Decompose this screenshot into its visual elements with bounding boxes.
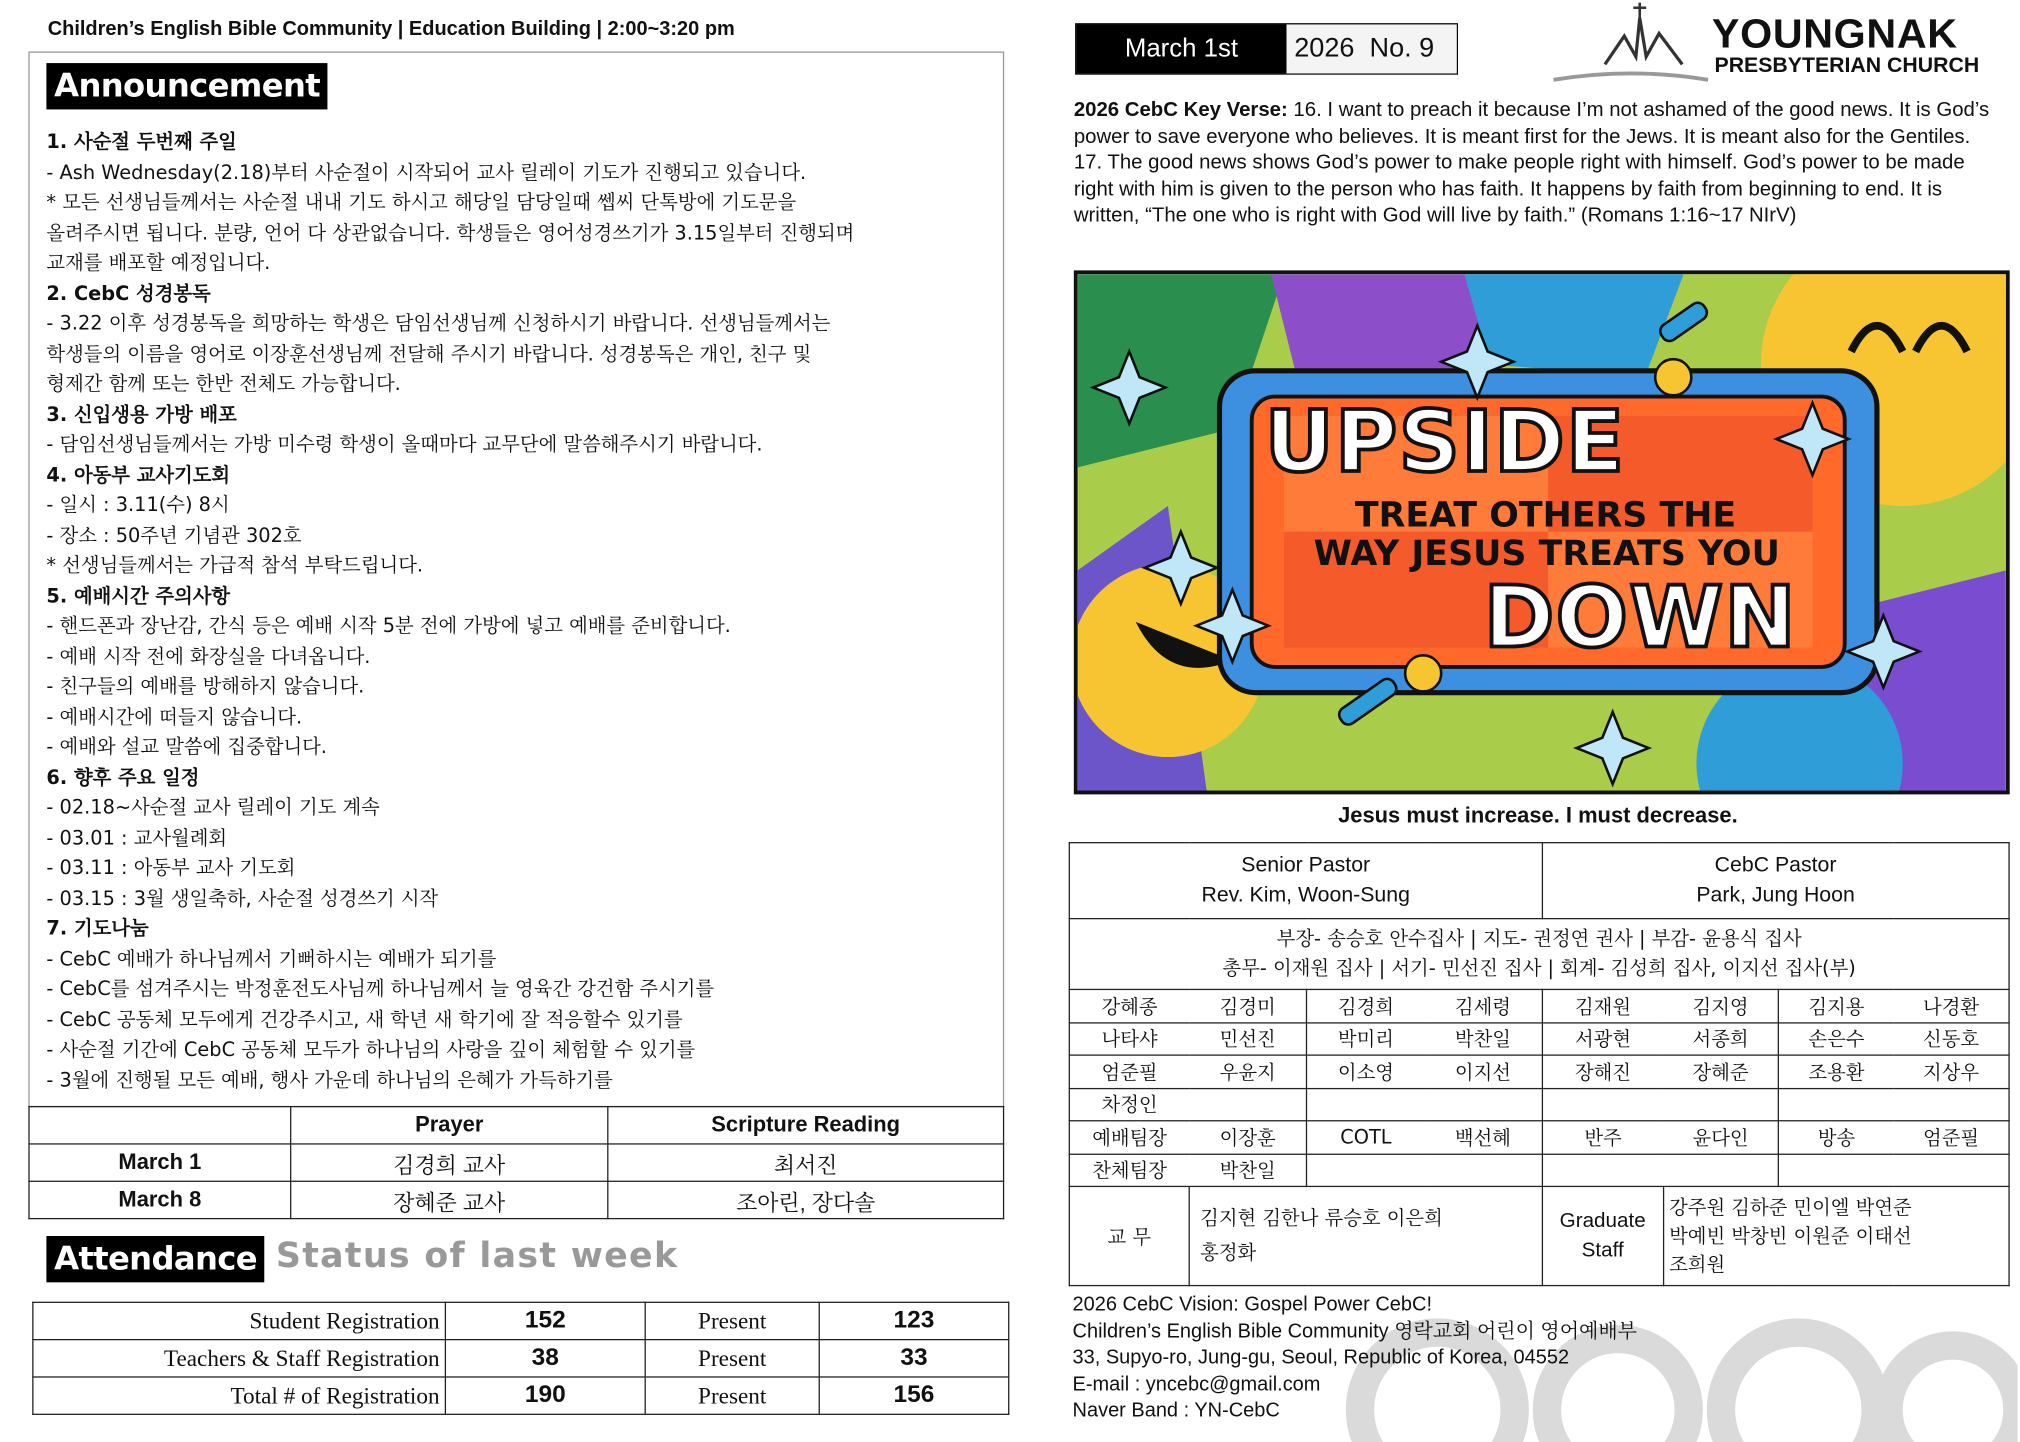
teacher-name: 조용환 xyxy=(1779,1055,1894,1088)
teacher-name: 박미리 xyxy=(1307,1022,1425,1055)
teacher-name: 김재원 xyxy=(1542,989,1663,1022)
teacher-row xyxy=(1069,1055,2009,1088)
teacher-name: 이장훈 xyxy=(1189,1121,1307,1154)
attendance-label: Teachers & Staff Registration xyxy=(33,1340,446,1377)
announcement-line: - 예배와 설교 말씀에 집중합니다. xyxy=(46,735,327,759)
announcement-line: - 사순절 기간에 CebC 공동체 모두가 하나님의 사랑을 깊이 체험할 수 있기를 xyxy=(46,1037,696,1061)
announcement-heading: 2. CebC 성경봉독 xyxy=(46,281,211,305)
officers xyxy=(1069,919,2009,990)
announcement-heading: 6. 향후 주요 일정 xyxy=(46,765,200,789)
teacher-name xyxy=(1779,1088,1894,1121)
vision-email: E-mail : yncebc@gmail.com xyxy=(1072,1373,1321,1396)
scripture-name: 최서진 xyxy=(608,1144,1004,1181)
gyomu-names-line1: 김지현 김한나 류승호 이은희 xyxy=(1200,1206,1443,1230)
announcement-line: 교재를 배포할 예정입니다. xyxy=(46,251,271,275)
announcement-line: - 3월에 진행될 모든 예배, 행사 가운데 하나님의 은혜가 가득하기를 xyxy=(46,1067,613,1092)
teacher-name: 서광현 xyxy=(1542,1022,1663,1055)
present-count: 123 xyxy=(819,1302,1008,1339)
cebc-pastor-name: Park, Jung Hoon xyxy=(1696,883,1855,907)
teacher-name: 우윤지 xyxy=(1189,1055,1307,1088)
graduate-label-1: Graduate xyxy=(1559,1210,1646,1233)
vision-band: Naver Band : YN-CebC xyxy=(1072,1399,1280,1422)
prayer-name: 김경희 교사 xyxy=(291,1144,608,1181)
teacher-name: COTL xyxy=(1307,1121,1425,1154)
grad-line2: 박예빈 박창빈 이원준 이태선 xyxy=(1669,1224,1912,1248)
attendance-title: Attendance xyxy=(46,1236,264,1282)
date-issue xyxy=(1287,24,1457,73)
key-verse xyxy=(1074,98,2009,230)
teacher-row xyxy=(1069,989,2009,1022)
announcement-line: - 03.01 : 교사월례회 xyxy=(46,825,228,850)
key-verse-16: 16. I want to preach it because I’m not ashamed of the good news. It is God’s power to save everyone who believes. It is meant first for the Jews. It is meant also for the Gentiles. xyxy=(1073,99,1990,148)
banner-down: DOWN xyxy=(1483,567,1797,667)
teacher-name: 엄준필 xyxy=(1894,1121,2009,1154)
officers-line2: 총무- 이재원 집사 | 서기- 민선진 집사 | 회계- 김성희 집사, 이지선 집사(부) xyxy=(1222,956,1856,980)
teacher-name xyxy=(1663,1154,1778,1187)
vision-community: Children’s English Bible Community 영락교회 어린이 영어예배부 xyxy=(1072,1320,1637,1343)
key-verse-label: 2026 CebC Key Verse: xyxy=(1073,99,1288,122)
teacher-name: 박찬일 xyxy=(1189,1154,1307,1187)
teacher-row xyxy=(1069,1154,2009,1187)
announcement-line: - 일시 : 3.11(수) 8시 xyxy=(46,493,230,517)
teacher-name: 윤다인 xyxy=(1663,1121,1778,1154)
teacher-name: 신동호 xyxy=(1894,1022,2009,1055)
teacher-name xyxy=(1894,1088,2009,1121)
gyomu-names-line2: 홍정화 xyxy=(1200,1241,1257,1265)
teacher-name: 이소영 xyxy=(1307,1055,1425,1088)
teacher-grid xyxy=(1069,989,2009,1186)
teacher-name: 엄준필 xyxy=(1069,1055,1189,1088)
teacher-name: 장혜준 xyxy=(1663,1055,1778,1088)
announcement-line: - 핸드폰과 장난감, 간식 등은 예배 시작 5분 전에 가방에 넣고 예배를 준비합니다. xyxy=(46,614,731,638)
teacher-row xyxy=(1069,1088,2009,1121)
grad-line3: 조희원 xyxy=(1669,1252,1726,1276)
announcement-line: 올려주시면 됩니다. 분량, 언어 다 상관없습니다. 학생들은 영어성경쓰기가 3.15일부터 진행되며 xyxy=(46,220,855,244)
announcement-line: - CebC 공동체 모두에게 건강주시고, 새 학년 새 학기에 잘 적응할수 있기를 xyxy=(46,1007,683,1031)
teacher-name xyxy=(1189,1088,1307,1121)
church-subname: PRESBYTERIAN CHURCH xyxy=(1714,54,1980,78)
teacher-name xyxy=(1542,1088,1663,1121)
attendance-table xyxy=(32,1302,1009,1415)
tagline: Jesus must increase. I must decrease. xyxy=(1338,803,1738,828)
announcement-line: - 담임선생님들께서는 가방 미수령 학생이 올때마다 교무단에 말씀해주시기 바랍니다. xyxy=(46,432,763,456)
attendance-label: Student Registration xyxy=(33,1302,446,1339)
church-name: YOUNGNAK xyxy=(1711,10,1958,57)
announcement-line: - 03.15 : 3월 생일축하, 사순절 성경쓰기 시작 xyxy=(46,886,439,910)
officers-line1: 부장- 송승호 안수집사 | 지도- 권정연 권사 | 부감- 윤용식 집사 xyxy=(1276,927,1802,951)
key-verse-17: 17. The good news shows God’s power to make people right with himself. God’s power to be made right with him is given to the person who has faith. It happens by faith from beginning to end. It is written, “The one who is right with God will live by faith.” (Romans 1:16~17 NIrV) xyxy=(1073,151,1965,227)
teacher-name: 백선혜 xyxy=(1424,1121,1542,1154)
date-year: 2026 xyxy=(1294,33,1355,64)
senior-pastor-title: Senior Pastor xyxy=(1241,853,1371,877)
teacher-name: 손은수 xyxy=(1779,1022,1894,1055)
banner-upside: UPSIDE xyxy=(1264,392,1626,492)
teacher-name: 서종희 xyxy=(1663,1022,1778,1055)
grad-line1: 강주원 김하준 민이엘 박연준 xyxy=(1669,1196,1912,1220)
prayer-date: March 8 xyxy=(29,1181,291,1218)
teacher-row xyxy=(1069,1022,2009,1055)
issue-number: No. 9 xyxy=(1369,33,1435,64)
teacher-name: 이지선 xyxy=(1424,1055,1542,1088)
banner-line2: WAY JESUS TREATS YOU xyxy=(1313,534,1780,575)
announcement-heading: 1. 사순절 두번째 주일 xyxy=(46,130,237,154)
prayer-header-blank xyxy=(29,1107,291,1144)
announcement-line: * 선생님들께서는 가급적 참석 부탁드립니다. xyxy=(46,553,424,577)
staff-table xyxy=(1069,842,2010,1286)
teacher-name: 김경미 xyxy=(1189,989,1307,1022)
announcement-title: Announcement xyxy=(46,63,327,109)
teacher-name xyxy=(1424,1088,1542,1121)
announcement-line: - 02.18~사순절 교사 릴레이 기도 계속 xyxy=(46,795,380,819)
announcement-line: - 장소 : 50주년 기념관 302호 xyxy=(46,523,302,547)
teacher-name xyxy=(1542,1154,1663,1187)
teacher-name xyxy=(1663,1088,1778,1121)
senior-pastor-name: Rev. Kim, Woon-Sung xyxy=(1201,883,1410,907)
teacher-name: 강혜종 xyxy=(1069,989,1189,1022)
announcement-line: - 예배시간에 떠들지 않습니다. xyxy=(46,704,303,729)
present-label: Present xyxy=(645,1340,819,1377)
present-count: 33 xyxy=(819,1340,1008,1377)
teacher-name: 나경환 xyxy=(1894,989,2009,1022)
announcement-heading: 7. 기도나눔 xyxy=(46,916,149,940)
teacher-name: 지상우 xyxy=(1894,1055,2009,1088)
present-label: Present xyxy=(645,1377,819,1414)
announcement-list xyxy=(46,127,1000,1095)
cebc-pastor-title: CebC Pastor xyxy=(1714,853,1837,877)
announcement-line: - Ash Wednesday(2.18)부터 사순절이 시작되어 교사 릴레이 기도가 진행되고 있습니다. xyxy=(46,160,807,184)
graduate-staff-label xyxy=(1542,1186,1663,1285)
teacher-name: 김지영 xyxy=(1663,989,1778,1022)
registration-count: 38 xyxy=(445,1340,645,1377)
announcement-heading: 3. 신입생용 가방 배포 xyxy=(46,402,237,426)
teacher-name: 예배팀장 xyxy=(1069,1121,1189,1154)
date-day: March 1st xyxy=(1076,24,1286,73)
teacher-name xyxy=(1307,1088,1425,1121)
announcement-line: - 03.11 : 아동부 교사 기도회 xyxy=(46,856,296,880)
teacher-name: 방송 xyxy=(1779,1121,1894,1154)
gyomu-label: 교 무 xyxy=(1069,1186,1189,1285)
teacher-row xyxy=(1069,1121,2009,1154)
teacher-name xyxy=(1894,1154,2009,1187)
teacher-name: 김세령 xyxy=(1424,989,1542,1022)
gyomu-names xyxy=(1189,1186,1542,1285)
vision-block xyxy=(1073,1293,1637,1425)
announcement-line: 학생들의 이름을 영어로 이장훈선생님께 전달해 주시기 바랍니다. 성경봉독은 개인, 친구 및 xyxy=(46,341,812,366)
teacher-name xyxy=(1424,1154,1542,1187)
present-label: Present xyxy=(645,1302,819,1339)
announcement-line: - CebC를 섬겨주시는 박정훈전도사님께 하나님께서 늘 영육간 강건함 주시기를 xyxy=(46,977,715,1001)
teacher-name: 민선진 xyxy=(1189,1022,1307,1055)
announcement-line: - 예배 시작 전에 화장실을 다녀옵니다. xyxy=(46,644,371,668)
senior-pastor xyxy=(1069,843,1542,919)
teacher-name: 반주 xyxy=(1542,1121,1663,1154)
announcement-heading: 5. 예배시간 주의사항 xyxy=(46,583,231,608)
teacher-name: 김지용 xyxy=(1779,989,1894,1022)
teacher-name: 장해진 xyxy=(1542,1055,1663,1088)
attendance-subtitle: Status of last week xyxy=(275,1236,679,1276)
event-header: Children’s English Bible Community | Education Building | 2:00~3:20 pm xyxy=(47,18,735,40)
banner-line1: TREAT OTHERS THE xyxy=(1354,495,1737,536)
teacher-name: 김경희 xyxy=(1307,989,1425,1022)
vision-address: 33, Supyo-ro, Jung-gu, Seoul, Republic of Korea, 04552 xyxy=(1072,1346,1570,1369)
cebc-pastor xyxy=(1542,843,2009,919)
prayer-date: March 1 xyxy=(29,1144,291,1181)
graduate-label-2: Staff xyxy=(1581,1239,1624,1262)
present-count: 156 xyxy=(819,1377,1008,1414)
announcement-line: - CebC 예배가 하나님께서 기뻐하시는 예배가 되기를 xyxy=(46,946,497,971)
teacher-name: 박찬일 xyxy=(1424,1022,1542,1055)
vision-line: 2026 CebC Vision: Gospel Power CebC! xyxy=(1072,1293,1433,1316)
scripture-header: Scripture Reading xyxy=(608,1107,1004,1144)
registration-count: 152 xyxy=(445,1302,645,1339)
announcement-line: 형제간 함께 또는 한반 전체도 가능합니다. xyxy=(46,372,401,396)
scripture-name: 조아린, 장다솔 xyxy=(608,1181,1004,1218)
teacher-name: 찬체팀장 xyxy=(1069,1154,1189,1187)
sermon-series-banner xyxy=(1074,270,2010,794)
prayer-header: Prayer xyxy=(291,1107,608,1144)
attendance-label: Total # of Registration xyxy=(33,1377,446,1414)
announcement-line: * 모든 선생님들께서는 사순절 내내 기도 하시고 해당일 담당일때 쎕씨 단톡방에 기도문을 xyxy=(46,190,797,214)
date-bar xyxy=(1075,23,1458,75)
registration-count: 190 xyxy=(445,1377,645,1414)
announcement-line: - 친구들의 예배를 방해하지 않습니다. xyxy=(46,674,365,698)
teacher-name: 차정인 xyxy=(1069,1088,1189,1121)
announcement-line: - 3.22 이후 성경봉독을 희망하는 학생은 담임선생님께 신청하시기 바랍니다. 선생님들께서는 xyxy=(46,311,831,335)
announcement-heading: 4. 아동부 교사기도회 xyxy=(46,462,231,487)
prayer-table xyxy=(28,1106,1004,1219)
teacher-name: 나타샤 xyxy=(1069,1022,1189,1055)
teacher-name xyxy=(1307,1154,1425,1187)
prayer-name: 장혜준 교사 xyxy=(291,1181,608,1218)
graduate-staff-names xyxy=(1663,1186,2009,1285)
teacher-name xyxy=(1779,1154,1894,1187)
